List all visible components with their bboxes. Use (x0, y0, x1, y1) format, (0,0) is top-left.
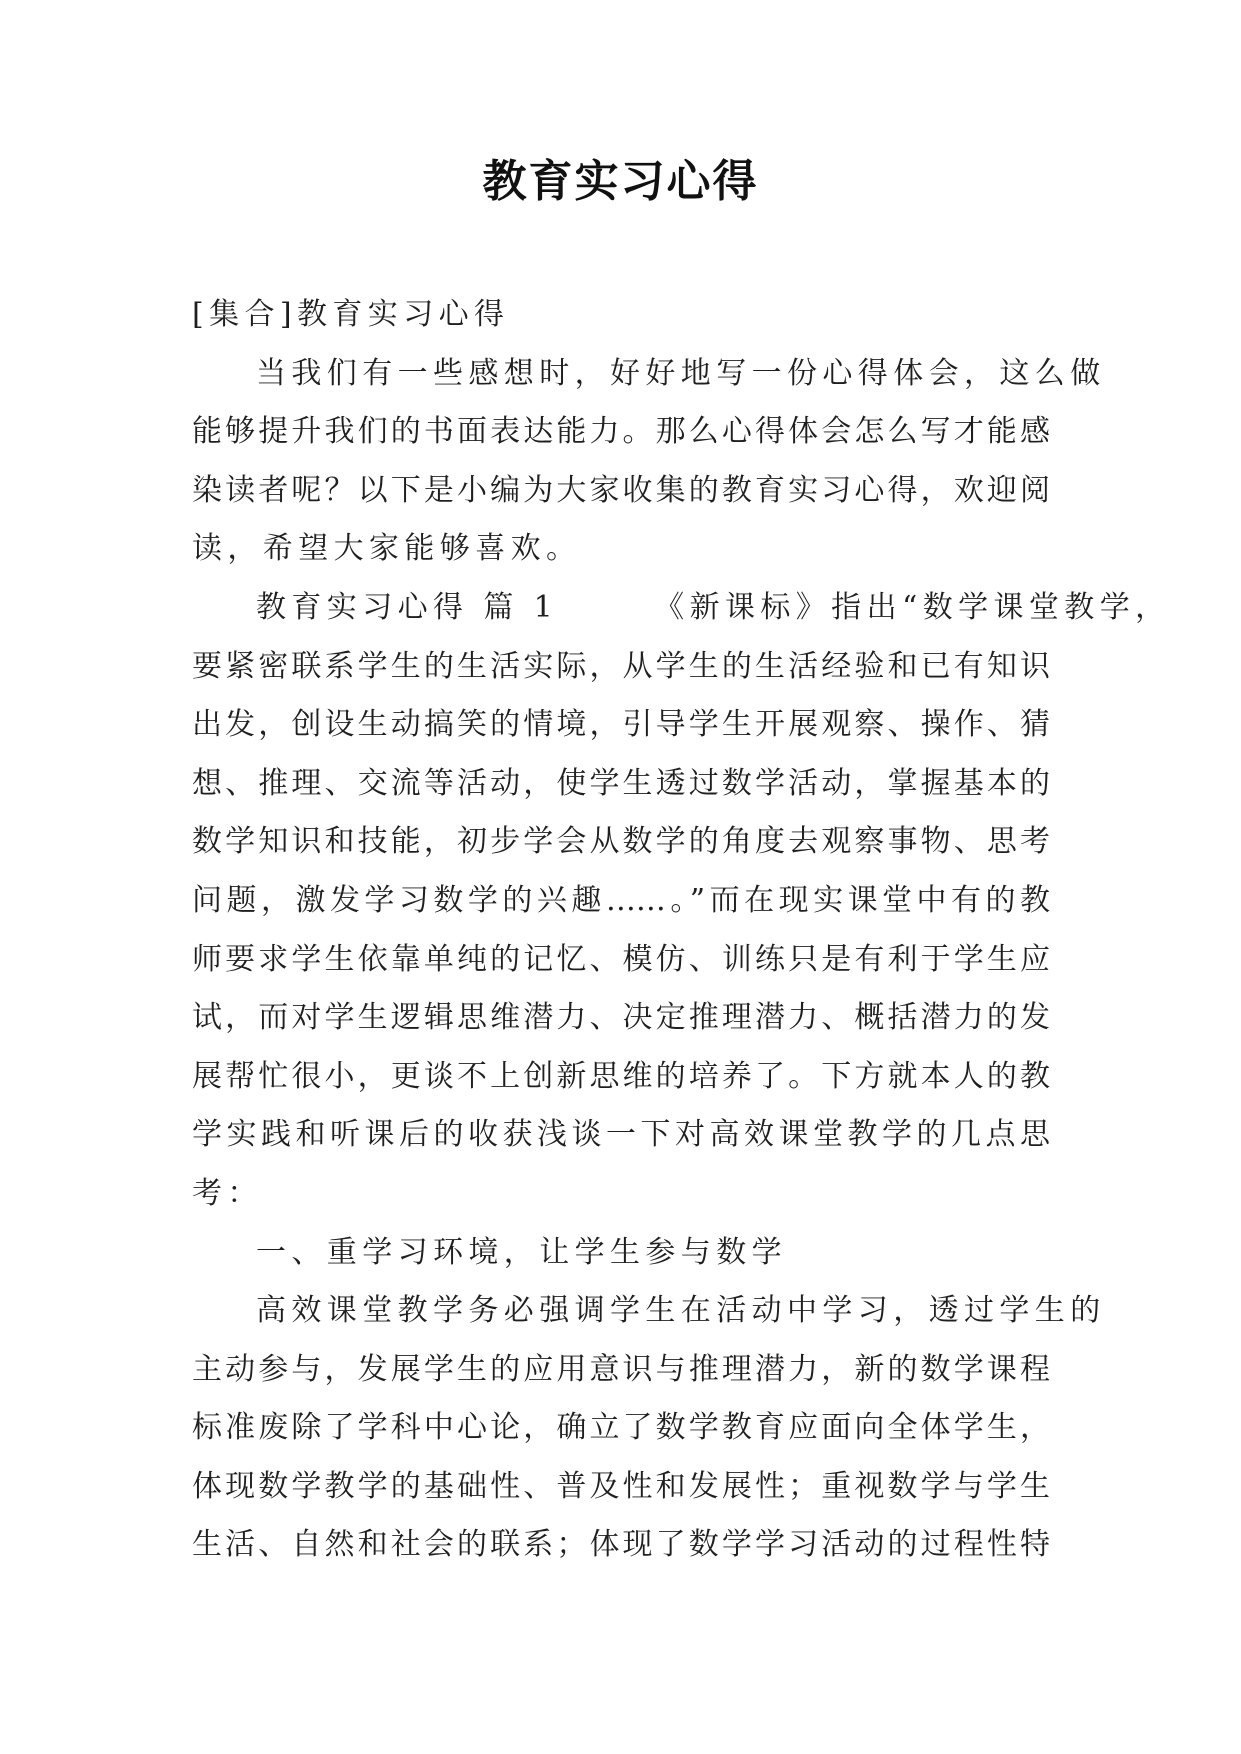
paragraph-line: 想、推理、交流等活动，使学生透过数学活动，掌握基本的 (192, 765, 1050, 801)
paragraph-line: 标准废除了学科中心论，确立了数学教育应面向全体学生， (192, 1410, 1050, 1446)
document-body (192, 286, 1171, 1575)
section-heading: 教育实习心得 篇 1 (256, 589, 559, 625)
paragraph-line: 师要求学生依靠单纯的记忆、模仿、训练只是有利于学生应 (192, 941, 1050, 977)
paragraph-line: 高效课堂教学务必强调学生在活动中学习，透过学生的 (256, 1293, 1106, 1329)
paragraph-line: 数学知识和技能，初步学会从数学的角度去观察事物、思考 (192, 824, 1050, 860)
paragraph-line: 学实践和听课后的收获浅谈一下对高效课堂教学的几点思 (192, 1117, 1050, 1153)
paragraph-line: 要紧密联系学生的生活实际，从学生的生活经验和已有知识 (192, 648, 1050, 684)
subtitle-line: [集合]教育实习心得 (192, 297, 510, 332)
paragraph-line: 试，而对学生逻辑思维潜力、决定推理潜力、概括潜力的发 (192, 1000, 1050, 1036)
paragraph-line: 染读者呢？以下是小编为大家收集的教育实习心得，欢迎阅 (192, 472, 1050, 508)
document-title: 教育实习心得 (482, 156, 759, 207)
paragraph-line: 考： (192, 1175, 263, 1211)
paragraph-text: 《新课标》指出“数学课堂教学， (654, 589, 1171, 625)
paragraph-line: 读，希望大家能够喜欢。 (192, 531, 582, 567)
paragraph-line: 问题，激发学习数学的兴趣……。”而在现实课堂中有的教 (192, 882, 1050, 918)
paragraph-line: 出发，创设生动搞笑的情境，引导学生开展观察、操作、猜 (192, 707, 1050, 743)
paragraph-line: 主动参与，发展学生的应用意识与推理潜力，新的数学课程 (192, 1351, 1050, 1387)
paragraph-line: 体现数学教学的基础性、普及性和发展性；重视数学与学生 (192, 1468, 1050, 1504)
paragraph-line: 当我们有一些感想时，好好地写一份心得体会，这么做 (256, 355, 1106, 391)
section-heading-line (192, 579, 1171, 638)
section-heading: 一、重学习环境，让学生参与数学 (256, 1234, 787, 1270)
paragraph-line: 展帮忙很小，更谈不上创新思维的培养了。下方就本人的教 (192, 1058, 1050, 1094)
paragraph-line: 生活、自然和社会的联系；体现了数学学习活动的过程性特 (192, 1527, 1050, 1563)
paragraph-line: 能够提升我们的书面表达能力。那么心得体会怎么写才能感 (192, 414, 1050, 450)
